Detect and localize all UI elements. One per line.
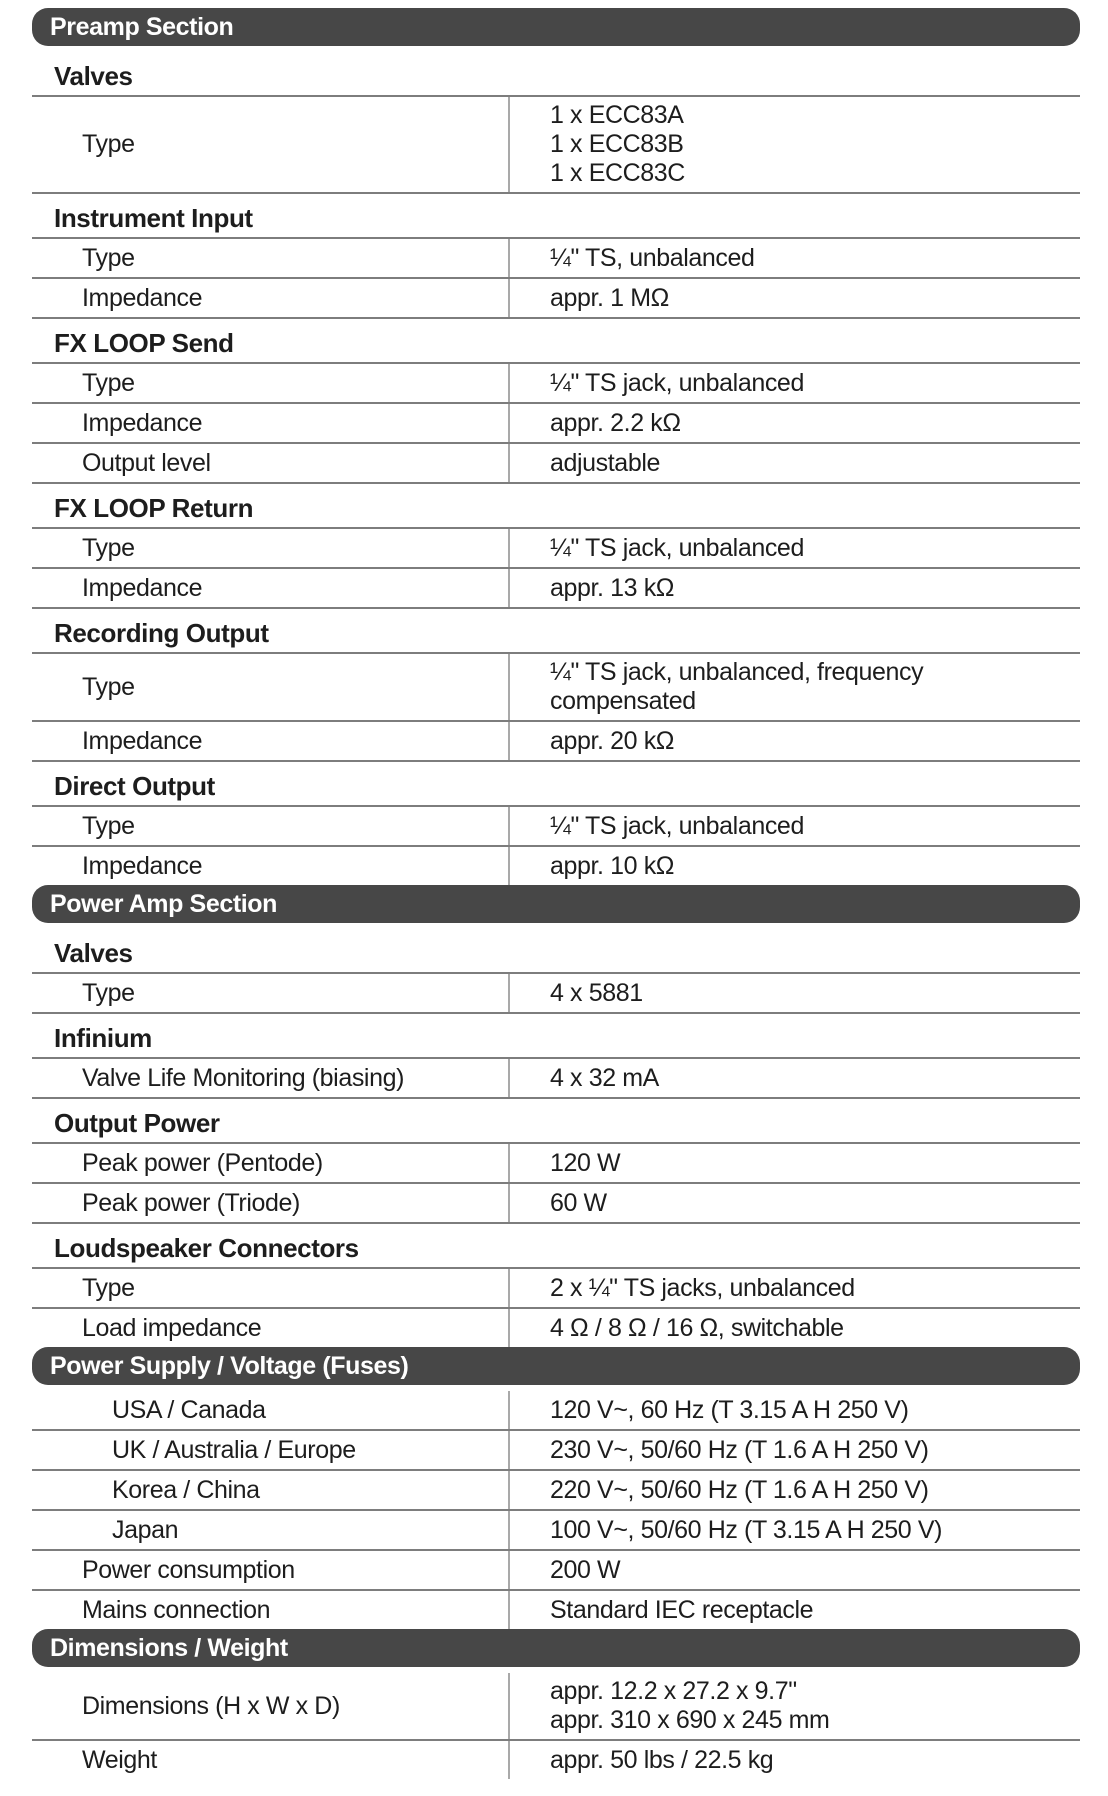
group-heading-infinium: Infinium (32, 1014, 1080, 1059)
section-bar-label: Power Supply / Voltage (Fuses) (50, 1351, 409, 1380)
table-row (32, 1549, 1080, 1589)
row-value (508, 847, 1080, 885)
row-value (508, 722, 1080, 760)
row-value-line: appr. 10 kΩ (550, 851, 675, 880)
row-label: USA / Canada (112, 1395, 266, 1424)
group-heading-fx-loop-send: FX LOOP Send (32, 319, 1080, 364)
group-heading-loudspeaker-connectors: Loudspeaker Connectors (32, 1224, 1080, 1269)
row-label: Type (82, 811, 135, 840)
group-heading-valves: Valves (32, 929, 1080, 974)
row-value-line: 4 Ω / 8 Ω / 16 Ω, switchable (550, 1313, 844, 1342)
section-header-bar (32, 8, 1080, 46)
row-label: Japan (112, 1515, 179, 1544)
row-value-line: ¼" TS jack, unbalanced, frequency compensated (550, 658, 924, 715)
group-heading-direct-output: Direct Output (32, 762, 1080, 807)
row-value (508, 974, 1080, 1012)
section-bar-label: Preamp Section (50, 12, 234, 41)
row-label: Impedance (82, 726, 203, 755)
row-value-line: appr. 12.2 x 27.2 x 9.7" (550, 1677, 797, 1705)
row-value (508, 1184, 1080, 1222)
row-value (508, 1673, 1080, 1739)
table-row (32, 1269, 1080, 1307)
row-label: Dimensions (H x W x D) (82, 1691, 340, 1720)
row-value (508, 364, 1080, 402)
spec-rows-block (32, 1391, 1080, 1629)
row-label: Type (82, 243, 135, 272)
table-row (32, 654, 1080, 720)
table-row (32, 1059, 1080, 1097)
section-header-bar (32, 1629, 1080, 1667)
row-value-line: 120 W (550, 1148, 621, 1177)
spec-rows-block (32, 239, 1080, 319)
row-value-line: 60 W (550, 1188, 607, 1217)
section-power-amp-section (32, 885, 1080, 1347)
spec-rows-block (32, 529, 1080, 609)
row-value (508, 1431, 1080, 1469)
row-label: Impedance (82, 573, 203, 602)
row-value-line: appr. 310 x 690 x 245 mm (550, 1706, 830, 1734)
row-label: Korea / China (112, 1475, 260, 1504)
row-value (508, 1309, 1080, 1347)
table-row (32, 97, 1080, 192)
row-value (508, 97, 1080, 192)
row-value-line: appr. 13 kΩ (550, 573, 675, 602)
table-row (32, 1469, 1080, 1509)
spec-rows-block (32, 1059, 1080, 1099)
table-row (32, 567, 1080, 607)
group-heading-recording-output: Recording Output (32, 609, 1080, 654)
table-row (32, 1307, 1080, 1347)
spec-rows-block (32, 1673, 1080, 1779)
section-bar-label: Power Amp Section (50, 889, 278, 918)
table-row (32, 1391, 1080, 1429)
row-value-line: 1 x ECC83B (550, 130, 684, 158)
spec-rows-block (32, 97, 1080, 194)
row-value-line: ¼" TS jack, unbalanced (550, 368, 804, 397)
row-label: Type (82, 1273, 135, 1302)
row-label: Peak power (Pentode) (82, 1148, 323, 1177)
row-value (508, 404, 1080, 442)
row-value (508, 1471, 1080, 1509)
row-value-line: 1 x ECC83C (550, 159, 685, 187)
row-label: UK / Australia / Europe (112, 1435, 356, 1464)
section-header-bar (32, 885, 1080, 923)
row-value (508, 569, 1080, 607)
row-value (508, 239, 1080, 277)
row-value (508, 279, 1080, 317)
row-value (508, 1269, 1080, 1307)
spec-rows-block (32, 364, 1080, 484)
row-value (508, 1741, 1080, 1779)
row-value-line: appr. 50 lbs / 22.5 kg (550, 1745, 774, 1774)
row-value-line: 230 V~, 50/60 Hz (T 1.6 A H 250 V) (550, 1435, 929, 1464)
table-row (32, 807, 1080, 845)
row-value (508, 1391, 1080, 1429)
row-value-line: 100 V~, 50/60 Hz (T 3.15 A H 250 V) (550, 1515, 943, 1544)
row-value (508, 1144, 1080, 1182)
row-label: Mains connection (82, 1595, 271, 1624)
row-value (508, 1511, 1080, 1549)
table-row (32, 1589, 1080, 1629)
table-row (32, 529, 1080, 567)
table-row (32, 845, 1080, 885)
group-heading-output-power: Output Power (32, 1099, 1080, 1144)
row-value-line: ¼" TS jack, unbalanced (550, 533, 804, 562)
group-heading-instrument-input: Instrument Input (32, 194, 1080, 239)
table-row (32, 277, 1080, 317)
table-row (32, 1509, 1080, 1549)
row-value (508, 654, 1080, 720)
table-row (32, 974, 1080, 1012)
table-row (32, 442, 1080, 482)
row-label: Weight (82, 1745, 157, 1774)
row-label: Peak power (Triode) (82, 1188, 300, 1217)
row-value-line: 4 x 32 mA (550, 1063, 659, 1092)
row-label: Load impedance (82, 1313, 262, 1342)
spec-rows-block (32, 654, 1080, 762)
row-value-line: 200 W (550, 1555, 621, 1584)
row-label: Impedance (82, 283, 203, 312)
spec-rows-block (32, 1269, 1080, 1347)
table-row (32, 720, 1080, 760)
row-value-line: 1 x ECC83A (550, 101, 684, 129)
row-value-line: Standard IEC receptacle (550, 1595, 814, 1624)
table-row (32, 239, 1080, 277)
row-value-line: appr. 20 kΩ (550, 726, 675, 755)
row-value (508, 1059, 1080, 1097)
row-label: Type (82, 368, 135, 397)
section-power-supply-voltage-fuses (32, 1347, 1080, 1629)
row-label: Type (82, 672, 135, 701)
group-heading-fx-loop-return: FX LOOP Return (32, 484, 1080, 529)
row-value (508, 1591, 1080, 1629)
table-row (32, 1182, 1080, 1222)
row-value (508, 1551, 1080, 1589)
row-label: Output level (82, 448, 211, 477)
spec-rows-block (32, 807, 1080, 885)
row-label: Type (82, 130, 135, 158)
row-value-line: 220 V~, 50/60 Hz (T 1.6 A H 250 V) (550, 1475, 929, 1504)
table-row (32, 1429, 1080, 1469)
table-row (32, 1144, 1080, 1182)
row-value-line: ¼" TS, unbalanced (550, 243, 755, 272)
section-preamp-section (32, 8, 1080, 885)
row-value-line: appr. 1 MΩ (550, 283, 669, 312)
table-row (32, 1673, 1080, 1739)
row-value-line: 2 x ¼" TS jacks, unbalanced (550, 1273, 855, 1302)
spec-rows-block (32, 974, 1080, 1014)
section-dimensions-weight (32, 1629, 1080, 1779)
table-row (32, 402, 1080, 442)
row-label: Type (82, 978, 135, 1007)
row-value-line: appr. 2.2 kΩ (550, 408, 681, 437)
section-header-bar (32, 1347, 1080, 1385)
row-value-line: 120 V~, 60 Hz (T 3.15 A H 250 V) (550, 1395, 909, 1424)
row-label: Power consumption (82, 1555, 295, 1584)
row-label: Valve Life Monitoring (biasing) (82, 1063, 405, 1092)
row-value-line: ¼" TS jack, unbalanced (550, 811, 804, 840)
group-heading-valves: Valves (32, 52, 1080, 97)
row-label: Impedance (82, 851, 203, 880)
table-row (32, 1739, 1080, 1779)
table-row (32, 364, 1080, 402)
spec-rows-block (32, 1144, 1080, 1224)
row-value (508, 444, 1080, 482)
row-value-line: adjustable (550, 448, 660, 477)
section-bar-label: Dimensions / Weight (50, 1633, 288, 1662)
row-value-line: 4 x 5881 (550, 978, 643, 1007)
row-value (508, 807, 1080, 845)
row-value (508, 529, 1080, 567)
row-label: Type (82, 533, 135, 562)
row-label: Impedance (82, 408, 203, 437)
